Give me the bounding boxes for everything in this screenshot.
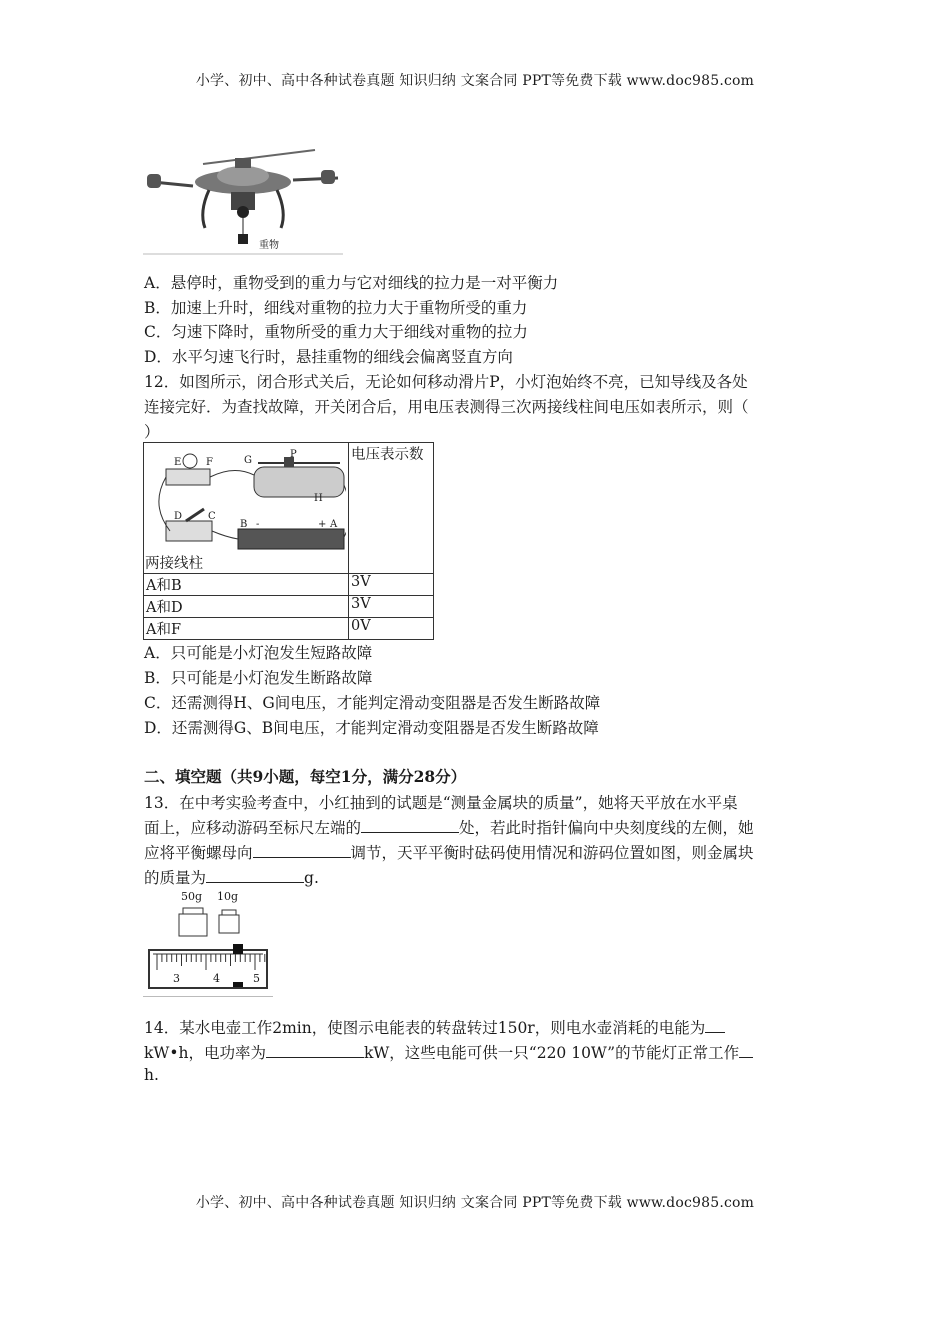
label-e: E (174, 457, 182, 468)
q12-option-c: C．还需测得H、G间电压，才能判定滑动变阻器是否发生断路故障 (144, 694, 601, 712)
q13-line3-text-a: 应将平衡螺母向 (144, 844, 253, 862)
q13-line4-text-a: 的质量为 (144, 869, 207, 887)
q11-option-d: D．水平匀速飞行时，悬挂重物的细线会偏离竖直方向 (144, 348, 513, 366)
answer-blank[interactable] (739, 1043, 753, 1058)
q13-line2 (144, 816, 754, 838)
answer-blank[interactable] (253, 843, 351, 858)
figure-divider (143, 996, 273, 997)
q14-line2-text-a: kW•h，电功率为 (144, 1044, 266, 1062)
q12-option-d: D．还需测得G、B间电压，才能判定滑动变阻器是否发生断路故障 (144, 719, 599, 737)
label-d: D (174, 511, 183, 522)
label-a: A (330, 519, 338, 530)
label-c: C (208, 511, 216, 522)
q12-stem-line2: 连接完好．为查找故障，开关闭合后，用电压表测得三次两接线柱间电压如表所示，则（ (144, 398, 749, 416)
answer-blank[interactable] (266, 1043, 364, 1058)
label-h: H (314, 493, 323, 504)
table-cell-pair: A和F (144, 618, 349, 640)
scale-number-4: 4 (213, 972, 220, 985)
answer-blank[interactable] (705, 1018, 725, 1033)
q14-line2-text-b: kW，这些电能可供一只“220 10W”的节能灯正常工作 (363, 1044, 740, 1062)
answer-blank[interactable] (361, 818, 459, 833)
q13-line4-text-b: g. (304, 869, 319, 887)
label-f: F (206, 457, 213, 468)
q14-line3: h. (144, 1066, 159, 1084)
table-cell-voltage: 3V (349, 574, 434, 596)
q11-option-c: C．匀速下降时，重物所受的重力大于细线对重物的拉力 (144, 323, 528, 341)
section-2-title: 二、填空题（共9小题，每空1分，满分28分） (144, 767, 467, 786)
label-plus: + (318, 519, 327, 530)
circuit-cell (144, 443, 349, 574)
q12-option-a: A．只可能是小灯泡发生短路故障 (144, 644, 373, 662)
q13-line1: 13．在中考实验考查中，小红抽到的试题是“测量金属块的质量”，她将天平放在水平桌 (144, 794, 738, 812)
label-minus: - (256, 519, 260, 530)
table-row (144, 574, 434, 596)
drone-figure (143, 142, 343, 256)
q11-option-a: A．悬停时，重物受到的重力与它对细线的拉力是一对平衡力 (144, 274, 559, 292)
voltage-table (143, 442, 434, 640)
label-g: G (244, 455, 252, 466)
answer-blank[interactable] (206, 868, 304, 883)
table-cell-pair: A和D (144, 596, 349, 618)
q13-line3-text-b: 调节，天平平衡时砝码使用情况和游码位置如图，则金属块 (350, 844, 754, 862)
q14-line1-text: 14．某水电壶工作2min，使图示电能表的转盘转过150r，则电水壶消耗的电能为 (144, 1019, 706, 1037)
scale-number-5: 5 (253, 972, 260, 985)
table-cell-voltage: 3V (349, 596, 434, 618)
table-header-left: 两接线柱 (145, 556, 203, 572)
table-row (144, 596, 434, 618)
q14-line2 (144, 1041, 753, 1063)
q13-line4 (144, 866, 319, 888)
q11-option-b: B．加速上升时，细线对重物的拉力大于重物所受的重力 (144, 299, 528, 317)
scale-number-3: 3 (173, 972, 180, 985)
q12-stem-line1: 12．如图所示，闭合形式关后，无论如何移动滑片P，小灯泡始终不亮，已知导线及各处 (144, 373, 748, 391)
drone-illustration (143, 142, 343, 256)
q12-stem-line3: ） (144, 423, 160, 441)
table-cell-pair: A和B (144, 574, 349, 596)
label-p: P (290, 449, 297, 460)
label-b: B (240, 519, 248, 530)
weight-10g-label: 10g (217, 890, 239, 903)
table-cell-voltage: 0V (349, 618, 434, 640)
q14-line1 (144, 1016, 725, 1038)
table-header-right: 电压表示数 (349, 443, 434, 574)
q12-option-b: B．只可能是小灯泡发生断路故障 (144, 669, 373, 687)
balance-figure (143, 886, 273, 998)
table-row (144, 618, 434, 640)
page-header: 小学、初中、高中各种试卷真题 知识归纳 文案合同 PPT等免费下载 www.doc985.com (195, 73, 755, 89)
weight-label: 重物 (259, 240, 279, 251)
q13-line2-text-a: 面上，应移动游码至标尺左端的 (144, 819, 362, 837)
q13-line3 (144, 841, 754, 863)
q13-line2-text-b: 处，若此时指针偏向中央刻度线的左侧，她 (459, 819, 754, 837)
page-footer: 小学、初中、高中各种试卷真题 知识归纳 文案合同 PPT等免费下载 www.doc985.com (195, 1195, 755, 1211)
weight-50g-label: 50g (181, 890, 203, 903)
